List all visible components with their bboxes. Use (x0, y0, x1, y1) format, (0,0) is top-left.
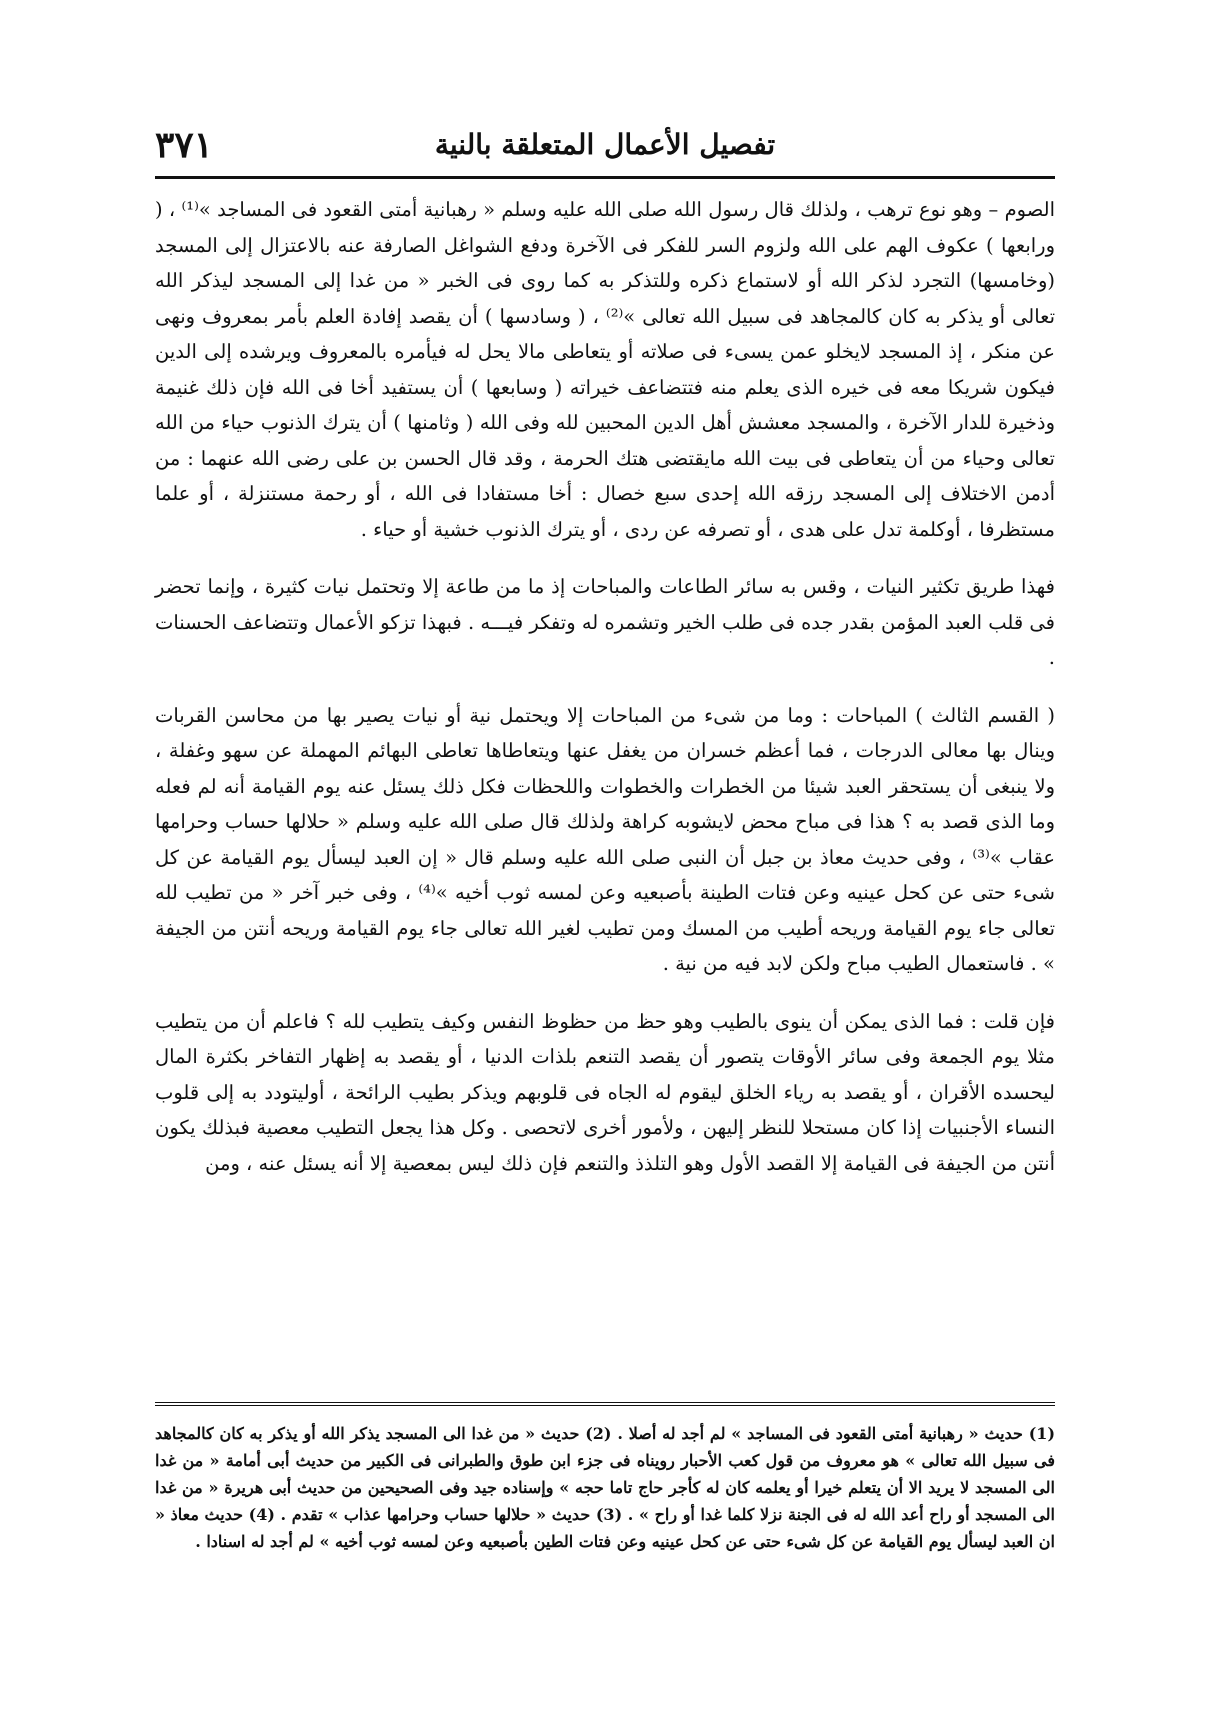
paragraph-3: ( القسم الثالث ) المباحات : وما من شىء من المباحات إلا ويحتمل نية أو نيات يصير بها من محاسن القربات وينال بها معالى الدرجات ، فما أعظم خسران من يغفل عنها ويتعاطاها تعاطى البهائم المهملة عن سهو وغفلة ، ولا ينبغى أن يستحقر العبد شيئا من الخطرات والخطوات واللحظات فكل ذلك يسئل عنه يوم القيامة أنه لم فعله وما الذى قصد به ؟ هذا فى مباح محض لايشوبه كراهة ولذلك قال صلى الله عليه وسلم « حلالها حساب وحرامها عقاب »⁽³⁾ ، وفى حديث معاذ بن جبل أن النبى صلى الله عليه وسلم قال « إن العبد ليسأل يوم القيامة عن كل شىء حتى عن كحل عينيه وعن فتات الطينة بأصبعيه وعن لمسه ثوب أخيه »⁽⁴⁾ ، وفى خبر آخر « من تطيب لله تعالى جاء يوم القيامة وريحه أطيب من المسك ومن تطيب لغير الله تعالى جاء يوم القيامة وريحه أنتن من الجيفة » . فاستعمال الطيب مباح ولكن لابد فيه من نية . (155, 703, 1055, 975)
footnotes: (1) حديث « رهبانية أمتى القعود فى المساجد » لم أجد له أصلا . (2) حديث « من غدا الى المسجد يذكر الله أو يذكر به كان كالمجاهد فى سبيل الله تعالى » هو معروف من قول كعب الأحبار رويناه فى جزء ابن طوق والطبرانى فى الكبير من حديث أبى أمامة « من غدا الى المسجد لا يريد الا أن يتعلم خيرا أو يعلمه كان له كأجر حاج تاما حجه » وإسناده جيد وفى الصحيحين من حديث أبى هريرة « من غدا الى المسجد أو راح أعد الله له فى الجنة نزلا كلما غدا أو راح » . (3) حديث « حلالها حساب وحرامها عذاب » تقدم . (4) حديث معاذ « ان العبد ليسأل يوم القيامة عن كل شىء حتى عن كحل عينيه وعن فتات الطين بأصبعيه وعن لمسه ثوب أخيه » لم أجد له اسنادا . (155, 1424, 1056, 1551)
footnote-rule (155, 1402, 1055, 1406)
running-title: تفصيل الأعمال المتعلقة بالنية (434, 128, 776, 161)
paragraph-1: الصوم – وهو نوع ترهب ، ولذلك قال رسول الله صلى الله عليه وسلم « رهبانية أمتى القعود فى المساجد »⁽¹⁾ ، ( ورابعها ) عكوف الهم على الله ولزوم السر للفكر فى الآخرة ودفع الشواغل الصارفة عنه بالاعتزال إلى المسجد (وخامسها) التجرد لذكر الله أو لاستماع ذكره وللتذكر به كما روى فى الخبر « من غدا إلى المسجد ليذكر الله تعالى أو يذكر به كان كالمجاهد فى سبيل الله تعالى »⁽²⁾ ، ( وسادسها ) أن يقصد إفادة العلم بأمر بمعروف ونهى عن منكر ، إذ المسجد لايخلو عمن يسىء فى صلاته أو يتعاطى مالا يحل له فيأمره بالمعروف ويرشده إلى الدين فيكون شريكا معه فى خيره الذى يعلم منه فتتضاعف خيراته ( وسابعها ) أن يستفيد أخا فى الله فإن ذلك غنيمة وذخيرة للدار الآخرة ، والمسجد معشش أهل الدين المحبين لله وفى الله ( وثامنها ) أن يترك الذنوب حياء من الله تعالى وحياء من أن يتعاطى فى بيت الله مايقتضى هتك الحرمة ، وقد قال الحسن بن على رضى الله عنهما : من أدمن الاختلاف إلى المسجد رزقه الله إحدى سبع خصال : أخا مستفادا فى الله ، أو رحمة مستنزلة ، أو علما مستظرفا ، أوكلمة تدل على هدى ، أو تصرفه عن ردى ، أو يترك الذنوب خشية أو حياء . (155, 198, 1055, 541)
paragraph-2: فهذا طريق تكثير النيات ، وقس به سائر الطاعات والمباحات إذ ما من طاعة إلا وتحتمل نيات كثيرة ، وإنما تحضر فى قلب العبد المؤمن بقدر جده فى طلب الخير وتشمره له وتفكر فيـــه . فبهذا تزكو الأعمال وتتضاعف الحسنات . (155, 575, 1055, 669)
body-text (155, 192, 1055, 1181)
header-rule (155, 176, 1055, 179)
paragraph-4: فإن قلت : فما الذى يمكن أن ينوى بالطيب وهو حظ من حظوظ النفس وكيف يتطيب لله ؟ فاعلم أن من يتطيب مثلا يوم الجمعة وفى سائر الأوقات يتصور أن يقصد التنعم بلذات الدنيا ، أو يقصد به إظهار التفاخر بكثرة المال ليحسده الأقران ، أو يقصد به رياء الخلق ليقوم له الجاه فى قلوبهم ويذكر بطيب الرائحة ، أوليتودد به إلى قلوب النساء الأجنبيات إذا كان مستحلا للنظر إليهن ، ولأمور أخرى لاتحصى . وكل هذا يجعل التطيب معصية فبذلك يكون أنتن من الجيفة فى القيامة إلا القصد الأول وهو التلذذ والتنعم فإن ذلك ليس بمعصية إلا أنه يسئل عنه ، ومن (155, 1009, 1055, 1175)
page-header (155, 120, 1055, 178)
page-number: ٣٧١ (155, 124, 214, 166)
book-page (155, 120, 1055, 1600)
